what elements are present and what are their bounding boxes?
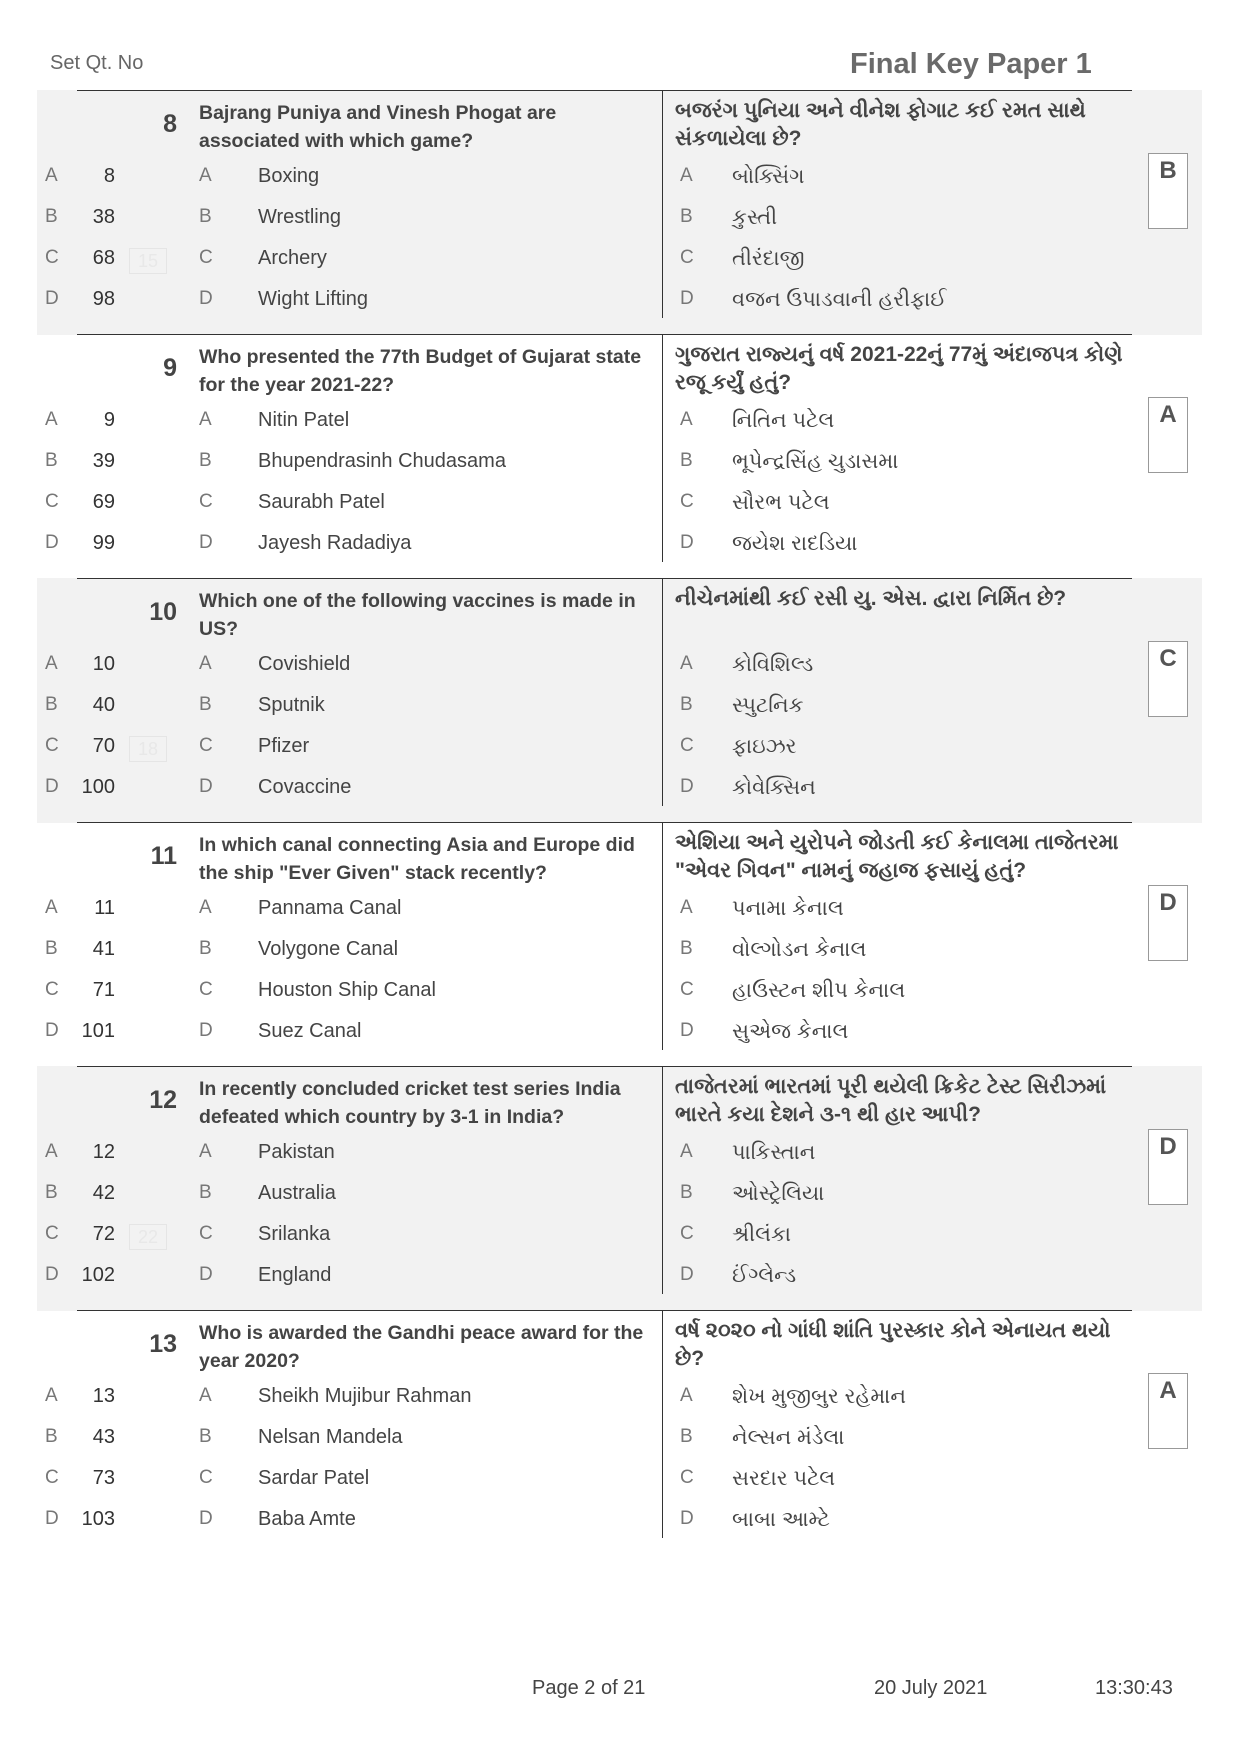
set-question-number: 8 [103, 165, 115, 187]
option-text-gujarati: પનામા કેનાલ [732, 897, 844, 920]
set-letter: C [45, 735, 59, 756]
option-letter-english: C [199, 1467, 213, 1488]
option-text-gujarati: સૌરભ પટેલ [732, 491, 830, 514]
header-set-qtno: Set Qt. No [50, 52, 144, 74]
page-title: Final Key Paper 1 [850, 48, 1092, 80]
set-letter: B [45, 1426, 58, 1447]
option-text-english: Saurabh Patel [258, 491, 385, 513]
option-letter-english: C [199, 979, 213, 1000]
option-text-english: Pannama Canal [258, 897, 402, 919]
option-text-english: Sardar Patel [258, 1467, 370, 1489]
set-question-number: 70 [92, 735, 115, 757]
answer-key-box: A [1148, 1373, 1188, 1449]
set-letter: C [45, 1223, 59, 1244]
option-row [37, 1385, 1137, 1415]
option-row [37, 938, 1137, 968]
set-letter: C [45, 1467, 59, 1488]
option-letter-gujarati: D [680, 288, 694, 309]
set-letter: B [45, 938, 58, 959]
option-letter-gujarati: C [680, 247, 694, 268]
option-letter-english: A [199, 653, 212, 674]
set-letter: B [45, 1182, 58, 1203]
set-letter: A [45, 409, 58, 430]
option-row [37, 409, 1137, 439]
option-letter-gujarati: B [680, 206, 693, 227]
option-row [37, 1426, 1137, 1456]
option-letter-english: B [199, 694, 212, 715]
set-question-number: 99 [92, 532, 115, 554]
option-text-english: Australia [258, 1182, 336, 1204]
answer-key-box: C [1148, 641, 1188, 717]
option-text-gujarati: પાકિસ્તાન [732, 1141, 816, 1164]
set-letter: A [45, 897, 58, 918]
set-question-number: 73 [92, 1467, 115, 1489]
option-letter-english: A [199, 1385, 212, 1406]
set-letter: B [45, 450, 58, 471]
question-text-gujarati: ગુજરાત રાજ્યનું વર્ષ 2021-22નું 77મું અંદાજપત્ર કોણે રજૂ કર્યું હતું? [675, 343, 1123, 394]
set-letter: D [45, 288, 59, 309]
option-letter-gujarati: C [680, 979, 694, 1000]
option-letter-english: C [199, 491, 213, 512]
question-text-gujarati: તાજેતરમાં ભારતમાં પૂરી થયેલી ક્રિકેટ ટેસ્ટ સિરીઝમાં ભારતે કયા દેશને ૩-૧ થી હાર આપી? [675, 1075, 1107, 1126]
footer-time: 13:30:43 [1095, 1677, 1173, 1699]
set-question-number: 103 [81, 1508, 115, 1530]
option-row [37, 979, 1137, 1009]
option-text-english: Wight Lifting [258, 288, 369, 310]
option-row [37, 450, 1137, 480]
option-letter-gujarati: C [680, 1223, 694, 1244]
question-text-gujarati: નીચેનમાંથી કઈ રસી યુ. એસ. દ્વારા નિર્મિત છે? [675, 587, 1067, 610]
option-text-gujarati: ઈંગ્લેન્ડ [732, 1264, 797, 1287]
option-text-gujarati: વજન ઉપાડવાની હરીફાઈ [732, 288, 947, 311]
option-text-gujarati: કોવેક્સિન [732, 776, 816, 799]
option-row [37, 288, 1137, 318]
option-row [37, 735, 1137, 765]
option-row [37, 1223, 1137, 1253]
column-divider [662, 578, 663, 806]
set-question-number: 9 [103, 409, 115, 431]
set-letter: A [45, 1141, 58, 1162]
option-letter-english: B [199, 206, 212, 227]
question-number: 11 [150, 842, 177, 870]
question-text-gujarati: એશિયા અને યુરોપને જોડતી કઈ કેનાલમા તાજેતરમા "એવર ગિવન" નામનું જહાજ ફસાયું હતું? [675, 831, 1119, 882]
set-question-number: 72 [92, 1223, 115, 1245]
question-text-english: Which one of the following vaccines is made in US? [199, 590, 636, 640]
option-text-english: Pfizer [258, 735, 310, 757]
option-letter-gujarati: B [680, 1426, 693, 1447]
option-row [37, 491, 1137, 521]
set-letter: D [45, 1020, 59, 1041]
set-letter: C [45, 979, 59, 1000]
option-text-english: Covishield [258, 653, 351, 675]
option-text-english: Nelsan Mandela [258, 1426, 403, 1448]
option-row [37, 1264, 1137, 1294]
option-letter-english: A [199, 165, 212, 186]
top-rule [77, 1310, 1132, 1311]
question-text-english: In which canal connecting Asia and Europe did the ship "Ever Given" stack recently? [199, 834, 635, 884]
set-question-number: 39 [92, 450, 115, 472]
question-text-gujarati: વર્ષ ૨૦૨૦ નો ગાંધી શાંતિ પુરસ્કાર કોને એનાયત થયો છે? [675, 1319, 1111, 1370]
top-rule [77, 1066, 1132, 1067]
option-row [37, 897, 1137, 927]
question-text-english: Bajrang Puniya and Vinesh Phogat are associated with which game? [199, 102, 557, 152]
question-number: 13 [149, 1330, 177, 1358]
question-block [37, 1066, 1202, 1311]
option-text-english: England [258, 1264, 332, 1286]
question-number: 8 [163, 110, 177, 138]
option-letter-gujarati: A [680, 897, 693, 918]
question-block [37, 822, 1202, 1067]
column-divider [662, 822, 663, 1050]
top-rule [77, 334, 1132, 335]
option-text-english: Wrestling [258, 206, 341, 228]
option-row [37, 1020, 1137, 1050]
top-rule [77, 822, 1132, 823]
set-letter: D [45, 1264, 59, 1285]
option-letter-gujarati: C [680, 735, 694, 756]
option-text-gujarati: સરદાર પટેલ [732, 1467, 836, 1490]
option-text-gujarati: ભૂપેન્દ્રસિંહ ચુડાસમા [732, 450, 899, 473]
set-question-number: 71 [92, 979, 115, 1001]
page-number: Page 2 of 21 [532, 1677, 646, 1699]
option-letter-gujarati: D [680, 776, 694, 797]
option-letter-gujarati: A [680, 1141, 693, 1162]
top-rule [77, 578, 1132, 579]
set-letter: C [45, 247, 59, 268]
answer-key-box: D [1148, 1129, 1188, 1205]
option-letter-gujarati: A [680, 653, 693, 674]
option-text-english: Archery [258, 247, 327, 269]
set-question-number: 11 [94, 897, 115, 919]
option-letter-english: B [199, 450, 212, 471]
set-question-number: 12 [92, 1141, 115, 1163]
option-text-english: Suez Canal [258, 1020, 362, 1042]
option-row [37, 653, 1137, 683]
set-question-number: 68 [92, 247, 115, 269]
footer-date: 20 July 2021 [874, 1677, 988, 1699]
option-letter-english: D [199, 776, 213, 797]
option-row [37, 694, 1137, 724]
set-question-number: 43 [92, 1426, 115, 1448]
set-question-number: 41 [92, 938, 115, 960]
option-row [37, 247, 1137, 277]
set-letter: D [45, 1508, 59, 1529]
option-text-gujarati: નેલ્સન મંડેલા [732, 1426, 845, 1449]
set-letter: A [45, 653, 58, 674]
column-divider [662, 1066, 663, 1294]
option-letter-gujarati: C [680, 491, 694, 512]
option-letter-english: C [199, 247, 213, 268]
option-letter-english: D [199, 532, 213, 553]
option-row [37, 206, 1137, 236]
faint-stamp: 22 [129, 1224, 167, 1250]
option-letter-english: D [199, 1264, 213, 1285]
question-block [37, 334, 1202, 579]
set-letter: D [45, 776, 59, 797]
option-letter-english: A [199, 1141, 212, 1162]
option-text-gujarati: જયેશ રાદડિયા [732, 532, 858, 555]
option-row [37, 776, 1137, 806]
option-text-english: Sheikh Mujibur Rahman [258, 1385, 472, 1407]
option-text-english: Covaccine [258, 776, 352, 798]
option-text-english: Sputnik [258, 694, 325, 716]
option-text-gujarati: સુએજ કેનાલ [732, 1020, 849, 1043]
option-letter-english: B [199, 938, 212, 959]
option-text-gujarati: ઓસ્ટ્રેલિયા [732, 1182, 825, 1205]
column-divider [662, 334, 663, 562]
question-number: 10 [149, 598, 177, 626]
faint-stamp: 18 [129, 736, 167, 762]
option-letter-gujarati: B [680, 938, 693, 959]
set-letter: B [45, 694, 58, 715]
option-letter-gujarati: B [680, 694, 693, 715]
option-letter-gujarati: C [680, 1467, 694, 1488]
answer-key-box: B [1148, 153, 1188, 229]
question-text-english: In recently concluded cricket test series India defeated which country by 3-1 in India? [199, 1078, 621, 1128]
question-text-english: Who is awarded the Gandhi peace award for the year 2020? [199, 1322, 644, 1372]
option-letter-english: D [199, 1508, 213, 1529]
option-row [37, 165, 1137, 195]
option-letter-gujarati: A [680, 1385, 693, 1406]
option-text-english: Jayesh Radadiya [258, 532, 412, 554]
question-block [37, 90, 1202, 335]
option-text-english: Pakistan [258, 1141, 335, 1163]
question-block [37, 578, 1202, 823]
column-divider [662, 90, 663, 318]
option-text-english: Boxing [258, 165, 320, 187]
option-text-gujarati: બોક્સિંગ [732, 165, 805, 188]
column-divider [662, 1310, 663, 1538]
set-letter: C [45, 491, 59, 512]
set-question-number: 69 [92, 491, 115, 513]
question-number: 9 [163, 354, 177, 382]
option-text-gujarati: કોવિશિલ્ડ [732, 653, 814, 676]
option-row [37, 1141, 1137, 1171]
option-letter-english: C [199, 1223, 213, 1244]
set-question-number: 101 [81, 1020, 115, 1042]
question-block [37, 1310, 1202, 1555]
option-text-english: Houston Ship Canal [258, 979, 436, 1001]
faint-stamp: 15 [129, 248, 167, 274]
set-question-number: 10 [92, 653, 115, 675]
option-letter-gujarati: A [680, 409, 693, 430]
option-text-gujarati: સ્પુટનિક [732, 694, 804, 717]
option-letter-gujarati: D [680, 532, 694, 553]
option-letter-gujarati: D [680, 1508, 694, 1529]
option-text-gujarati: શેખ મુજીબુર રહેમાન [732, 1385, 906, 1408]
option-row [37, 1467, 1137, 1497]
answer-key-box: D [1148, 885, 1188, 961]
set-question-number: 102 [81, 1264, 115, 1286]
option-text-gujarati: કુસ્તી [732, 206, 778, 229]
option-text-gujarati: હાઉસ્ટન શીપ કેનાલ [732, 979, 906, 1002]
option-text-gujarati: વોલ્ગોડન કેનાલ [732, 938, 867, 961]
option-letter-english: A [199, 409, 212, 430]
option-row [37, 532, 1137, 562]
top-rule [77, 90, 1132, 91]
option-letter-english: D [199, 1020, 213, 1041]
option-letter-gujarati: D [680, 1264, 694, 1285]
option-text-english: Baba Amte [258, 1508, 356, 1530]
option-letter-english: B [199, 1182, 212, 1203]
option-text-gujarati: બાબા આમ્ટે [732, 1508, 830, 1531]
set-question-number: 38 [92, 206, 115, 228]
option-letter-english: B [199, 1426, 212, 1447]
option-text-english: Nitin Patel [258, 409, 350, 431]
option-row [37, 1508, 1137, 1538]
option-letter-gujarati: B [680, 1182, 693, 1203]
option-letter-gujarati: A [680, 165, 693, 186]
answer-key-box: A [1148, 397, 1188, 473]
option-letter-english: D [199, 288, 213, 309]
option-letter-gujarati: D [680, 1020, 694, 1041]
set-question-number: 100 [81, 776, 115, 798]
option-text-english: Bhupendrasinh Chudasama [258, 450, 506, 472]
set-letter: A [45, 1385, 58, 1406]
option-text-english: Volygone Canal [258, 938, 399, 960]
set-question-number: 42 [92, 1182, 115, 1204]
set-letter: B [45, 206, 58, 227]
option-text-gujarati: ફાઇઝર [732, 735, 797, 758]
question-text-gujarati: બજરંગ પુનિયા અને વીનેશ ફોગાટ કઈ રમત સાથે સંકળાયેલા છે? [675, 99, 1086, 150]
option-text-gujarati: નિતિન પટેલ [732, 409, 835, 432]
option-text-english: Srilanka [258, 1223, 331, 1245]
question-number: 12 [149, 1086, 177, 1114]
set-question-number: 13 [92, 1385, 115, 1407]
option-letter-gujarati: B [680, 450, 693, 471]
option-letter-english: C [199, 735, 213, 756]
option-text-gujarati: તીરંદાજી [732, 247, 805, 270]
set-question-number: 40 [92, 694, 115, 716]
option-row [37, 1182, 1137, 1212]
set-question-number: 98 [92, 288, 115, 310]
option-letter-english: A [199, 897, 212, 918]
set-letter: A [45, 165, 58, 186]
option-text-gujarati: શ્રીલંકા [732, 1223, 791, 1246]
question-text-english: Who presented the 77th Budget of Gujarat state for the year 2021-22? [199, 346, 642, 396]
set-letter: D [45, 532, 59, 553]
